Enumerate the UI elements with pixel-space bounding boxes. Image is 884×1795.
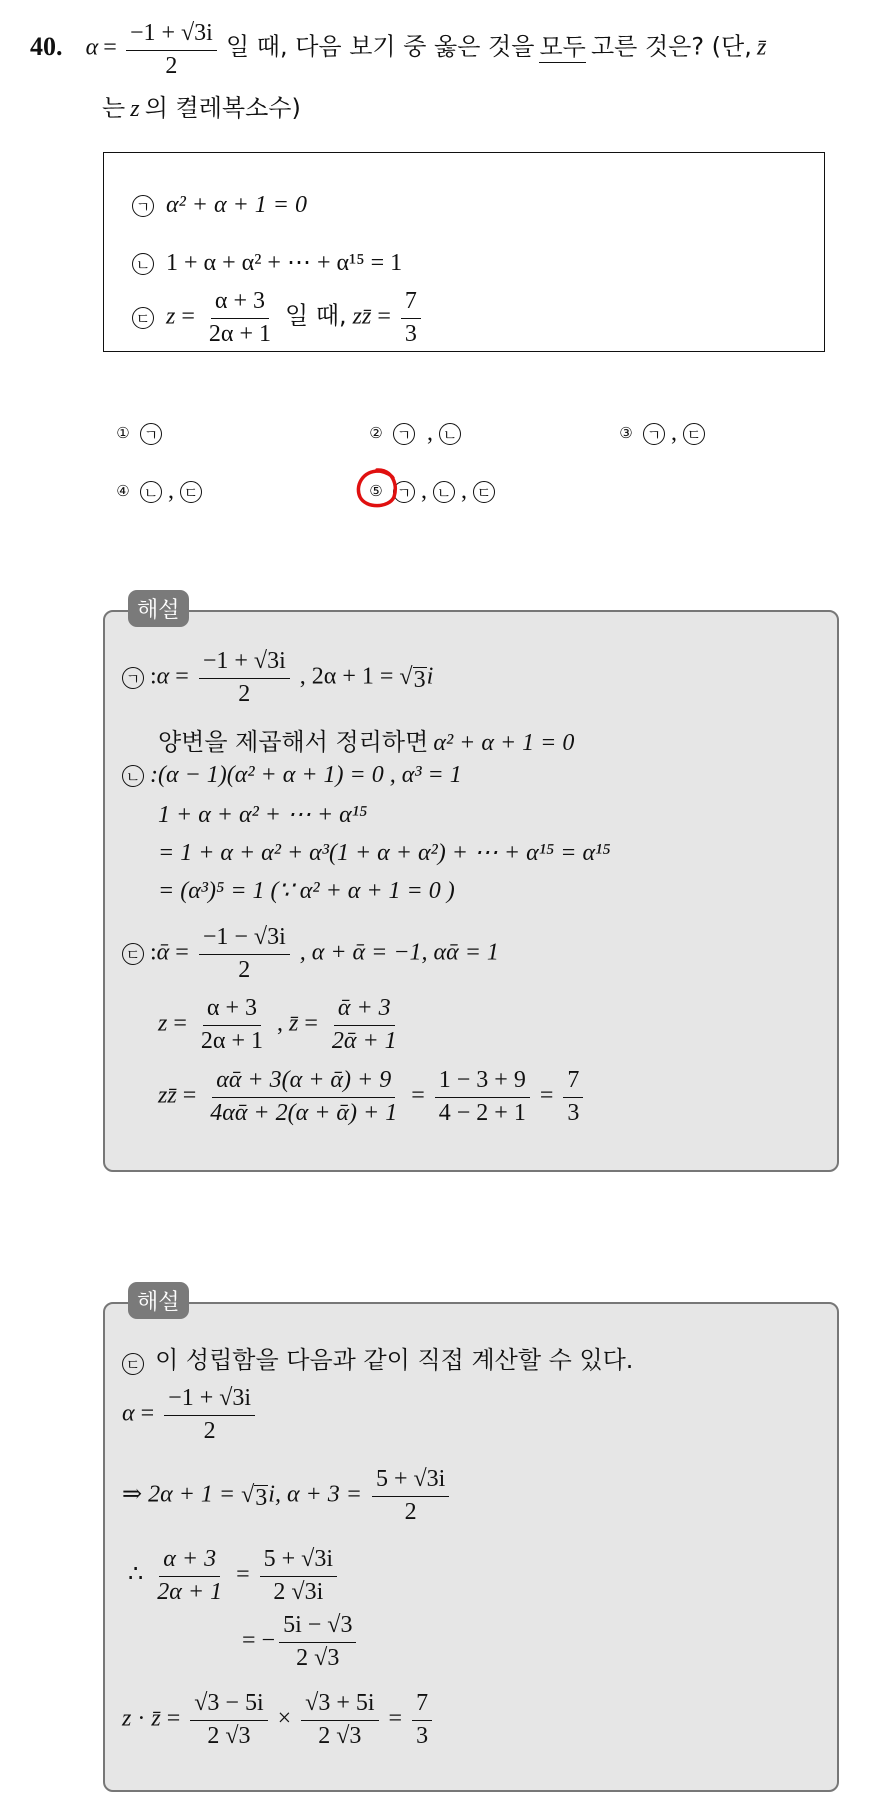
statement-d: ㄷ z = $\frac{\alpha + 3}{2\alpha + 1}$ 일 때, zz̄ = $\frac{7}{3}$ — [132, 288, 425, 348]
statement-g: ㄱ α² + α + 1 = 0 — [132, 192, 307, 219]
sol1-line-9: zz̄ = $\frac{\text{αᾱ + 3(α + ᾱ) + 9}}{\text{4αᾱ + 2(α + ᾱ) + 1}}$ = $\frac{1 - 3 + 9}{4 - 2 + 1}$ = $\frac{7}{3}$ — [158, 1067, 587, 1127]
sol1-line-6: = (α³)⁵ = 1 (∵ α² + α + 1 = 0 ) — [158, 878, 455, 904]
question-line-2: 는 z 의 켤레복소수) — [102, 94, 301, 122]
sol2-line-6: z · z̄ = $\frac{√3 - 5i}{2 √3}$ × $\frac{√3 + 5i}{2 √3}$ = $\frac{7}{3}$ — [122, 1690, 436, 1750]
alpha-fraction: $\frac{-1 + √3i}{2}$ — [126, 20, 217, 80]
sol1-line-2: 양변을 제곱해서 정리하면 α² + α + 1 = 0 — [158, 728, 575, 756]
question-text-a: 일 때, 다음 보기 중 옳은 것을 — [225, 32, 535, 61]
choice-4[interactable]: ④ ㄴ , ㄷ — [112, 478, 208, 505]
solution-tag-1: 해설 — [128, 590, 189, 627]
sol1-line-4: 1 + α + α² + ⋯ + α¹⁵ — [158, 802, 368, 828]
answer-mark-circle — [352, 464, 402, 512]
question-number: 40. — [30, 31, 63, 61]
choice-1[interactable]: ① ㄱ — [112, 420, 168, 447]
choice-3[interactable]: ③ ㄱ , ㄷ — [615, 420, 711, 447]
sol1-line-7: ㄷ :ᾱ = $\frac{-1 - √3i}{2}$ , α + ᾱ = −1, αᾱ = 1 — [122, 924, 499, 984]
choice-5[interactable]: ⑤ ㄱ , ㄴ , ㄷ — [365, 478, 501, 505]
question-text-b: 고른 것은? (단, — [590, 32, 752, 61]
sol2-line-1: ㄷ 이 성립함을 다음과 같이 직접 계산할 수 있다. — [122, 1340, 633, 1375]
alpha-symbol: α — [85, 34, 99, 61]
sol2-line-5: = − $\frac{5i - √3}{2 √3}$ — [242, 1612, 360, 1672]
solution-tag-2: 해설 — [128, 1282, 189, 1319]
sol2-line-3: ⇒ 2α + 1 = √ 3 i, α + 3 = $\frac{5 + √3i}{2}$ — [122, 1466, 453, 1526]
sol2-line-4: ∴ $\frac{\alpha + 3}{2\alpha + 1}$ = $\frac{5 + √3i}{2 √3i}$ — [128, 1546, 341, 1606]
question-underlined: 모두 — [539, 32, 586, 61]
statement-n: ㄴ 1 + α + α² + ⋯ + α¹⁵ = 1 — [132, 248, 402, 277]
sol2-line-2: α = $\frac{-1 + √3i}{2}$ — [122, 1385, 259, 1445]
sol1-line-8: z = $\frac{\alpha + 3}{2\alpha + 1}$ , z̄ = $\frac{\text{ᾱ + 3}}{\text{2ᾱ + 1}}$ — [158, 995, 397, 1054]
choice-2[interactable]: ② ㄱ , ㄴ — [365, 420, 467, 447]
sol1-line-5: = 1 + α + α² + α³(1 + α + α²) + ⋯ + α¹⁵ = α¹⁵ — [158, 840, 611, 866]
question-line-1: 40. α = $\frac{-1 + √3i}{2}$ 일 때, 다음 보기 중 옳은 것을 모두 고른 것은? (단, z̄ — [30, 20, 767, 79]
sol1-line-1: ㄱ :α = $\frac{-1 + √3i}{2}$ , 2α + 1 = √ 3 i — [122, 648, 433, 708]
zbar-symbol: z̄ — [756, 34, 767, 61]
sol1-line-3: ㄴ :(α − 1)(α² + α + 1) = 0 , α³ = 1 — [122, 762, 462, 789]
